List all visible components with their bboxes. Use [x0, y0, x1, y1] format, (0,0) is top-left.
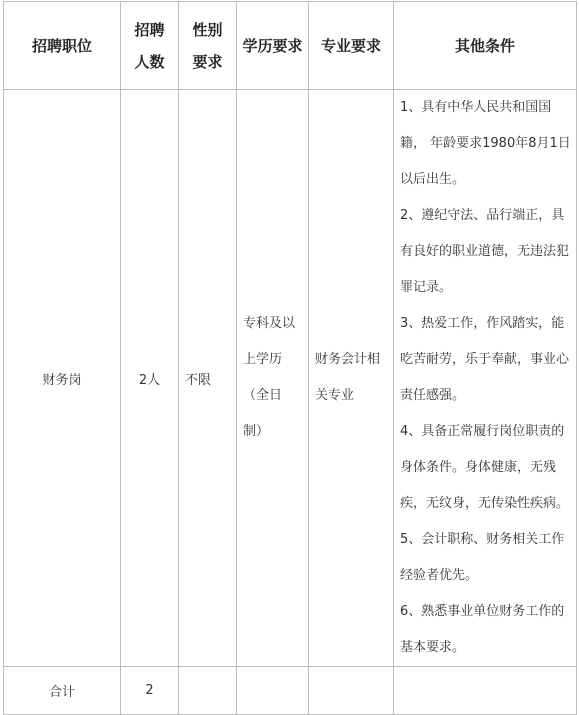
cell-gender: 不限 [179, 90, 237, 667]
header-count [121, 2, 179, 90]
condition-item: 3、热爱工作，作风踏实，能吃苦耐劳，乐于奉献，事业心责任感强。 [400, 316, 570, 403]
table-row [4, 90, 577, 667]
cell-count: 2人 [121, 90, 179, 667]
header-major: 专业要求 [309, 2, 394, 90]
cell-education-text: 专科及以上学历（全日制） [243, 316, 296, 439]
header-gender-text: 性别要求 [192, 20, 223, 71]
header-gender [179, 2, 237, 90]
total-empty-education [237, 667, 309, 715]
cell-major-text: 财务会计相关专业 [315, 352, 381, 403]
header-position: 招聘职位 [4, 2, 121, 90]
total-empty-major [309, 667, 394, 715]
total-label: 合计 [4, 667, 121, 715]
cell-conditions [394, 90, 577, 667]
header-count-text: 招聘人数 [134, 20, 165, 71]
total-count: 2 [121, 667, 179, 715]
total-empty-gender [179, 667, 237, 715]
condition-item: 2、遵纪守法、品行端正，具有良好的职业道德，无违法犯罪记录。 [400, 208, 570, 295]
cell-position: 财务岗 [4, 90, 121, 667]
total-row [4, 667, 577, 715]
recruitment-table [3, 1, 577, 715]
header-education-text: 学历要求 [242, 36, 303, 55]
header-education [237, 2, 309, 90]
condition-item: 6、熟悉事业单位财务工作的基本要求。 [400, 604, 565, 655]
total-empty-other [394, 667, 577, 715]
condition-item: 5、会计职称、财务相关工作经验者优先。 [400, 532, 565, 583]
header-row [4, 2, 577, 90]
condition-item: 4、具备正常履行岗位职责的身体条件。身体健康，无残疾，无纹身，无传染性疾病。 [400, 424, 570, 511]
cell-education [237, 90, 309, 667]
condition-item: 1、具有中华人民共和国国籍， 年龄要求1980年8月1日以后出生。 [400, 100, 571, 187]
header-other: 其他条件 [394, 2, 577, 90]
cell-major [309, 90, 394, 667]
